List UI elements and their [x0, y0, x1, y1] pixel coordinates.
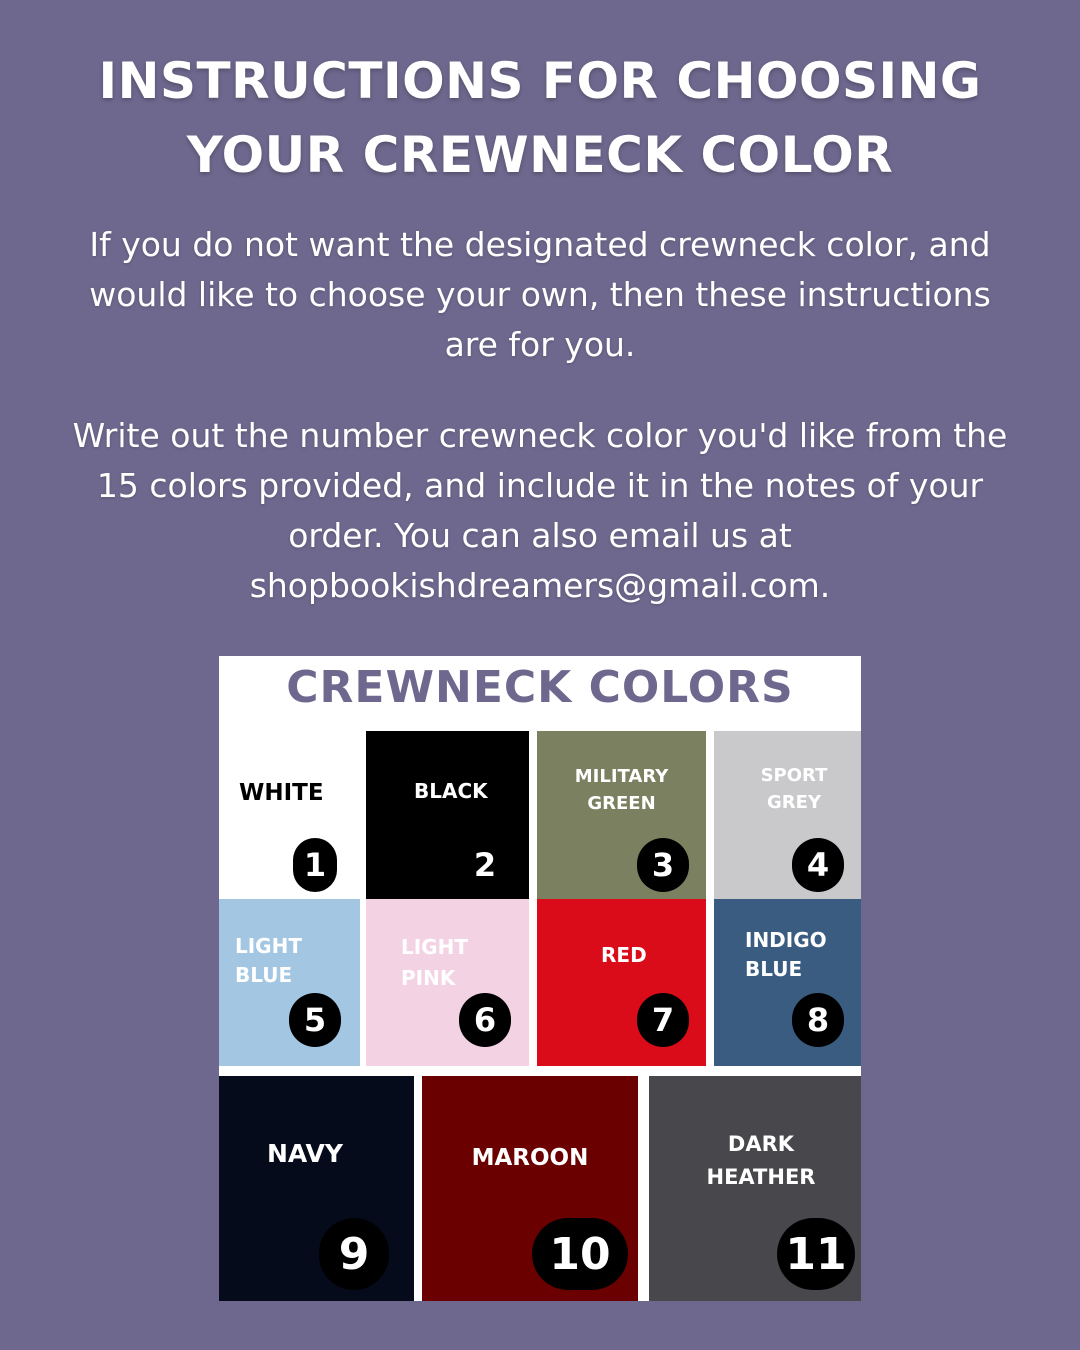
title-line-1: INSTRUCTIONS FOR CHOOSING	[98, 52, 982, 110]
title-line-2: YOUR CREWNECK COLOR	[186, 126, 894, 184]
swatch-label: LIGHT PINK	[401, 935, 468, 990]
swatch-label: NAVY	[266, 1139, 344, 1168]
swatch-label: DARK HEATHER	[706, 1132, 816, 1189]
swatch-label: SPORT GREY	[760, 765, 828, 813]
swatch-number-badge: 4	[792, 838, 844, 892]
swatch-number-badge: 11	[777, 1218, 855, 1290]
swatch-label: MILITARY GREEN	[574, 766, 669, 814]
swatch-maroon	[422, 1076, 638, 1301]
swatch-dark-heather	[649, 1076, 861, 1301]
swatch-label: BLACK	[414, 779, 488, 803]
swatch-number-badge: 9	[319, 1218, 389, 1290]
swatch-number-badge: 7	[637, 993, 689, 1047]
swatch-label: INDIGO BLUE	[745, 928, 827, 981]
swatch-label: MAROON	[471, 1145, 589, 1171]
swatch-white	[219, 731, 361, 899]
swatch-sport-grey	[714, 731, 861, 899]
swatch-number-badge: 5	[289, 993, 341, 1047]
swatch-number-badge: 1	[293, 838, 337, 892]
crewneck-colors-title: CREWNECK COLORS	[286, 662, 794, 713]
swatch-light-pink	[366, 899, 529, 1066]
swatch-red	[537, 899, 706, 1066]
swatch-label: RED	[601, 943, 647, 967]
swatch-black	[366, 731, 529, 899]
crewneck-colors-card	[219, 656, 861, 1301]
swatch-indigo-blue	[714, 899, 861, 1066]
instructions-paragraph-2: Write out the number crewneck color you'd like from the 15 colors provided, and include it in the notes of your order. You can also email us at shopbookishdreamers@gmail.com.	[72, 416, 1008, 605]
swatch-number-badge: 2	[459, 838, 511, 892]
swatch-number-badge: 10	[532, 1218, 628, 1290]
swatch-label: LIGHT BLUE	[235, 934, 302, 987]
page-title	[0, 44, 1080, 192]
swatch-number-badge: 8	[792, 993, 844, 1047]
swatch-label: WHITE	[239, 780, 324, 806]
swatch-light-blue	[219, 899, 360, 1066]
swatch-number-badge: 6	[459, 993, 511, 1047]
swatch-military-green	[537, 731, 706, 899]
instructions-paragraph-1: If you do not want the designated crewneck color, and would like to choose your own, then these instructions are for you.	[89, 225, 991, 364]
swatch-navy	[219, 1076, 414, 1301]
swatch-number-badge: 3	[637, 838, 689, 892]
